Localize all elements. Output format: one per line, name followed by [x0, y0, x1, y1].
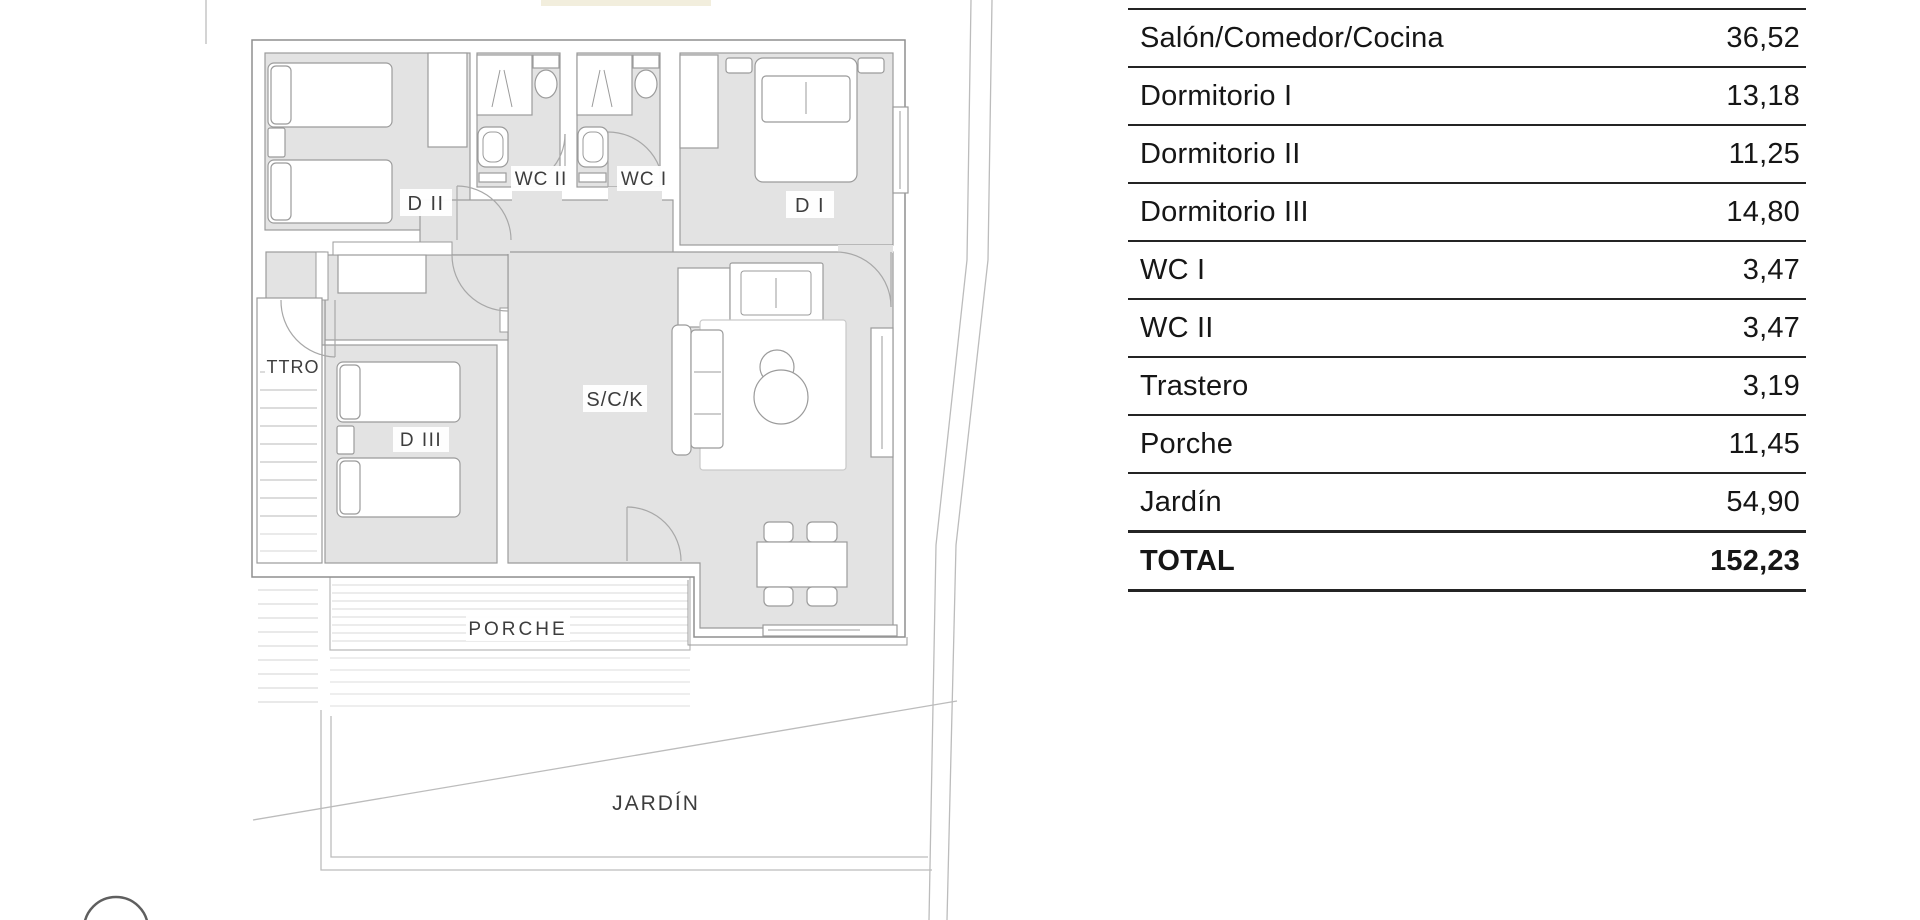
room-area: 11,45 [1728, 427, 1800, 460]
wardrobe [428, 53, 467, 147]
opening-d2 [456, 230, 510, 254]
room-name: WC I [1140, 253, 1206, 286]
chair [764, 522, 793, 542]
table-row [1128, 8, 1806, 68]
wardrobe [680, 55, 718, 148]
table-row [1128, 300, 1806, 358]
chair [807, 587, 837, 606]
trastero-room [257, 298, 322, 563]
room-area: 54,90 [1726, 485, 1800, 518]
window-living [871, 328, 893, 457]
room-name: Dormitorio II [1140, 137, 1301, 170]
label-wc1: WC I [620, 169, 668, 190]
window-d1 [893, 107, 908, 193]
table-row [1128, 358, 1806, 416]
room-name: WC II [1140, 311, 1214, 344]
pillow [271, 163, 291, 220]
sofa-back [672, 325, 691, 455]
room-area: 36,52 [1726, 21, 1800, 54]
pillow [340, 365, 360, 419]
room-area: 11,25 [1728, 137, 1800, 170]
room-name: Jardín [1140, 485, 1222, 518]
opening-d1 [838, 245, 893, 253]
toilet-bowl [535, 70, 557, 98]
pillow [340, 461, 360, 514]
living-furniture [672, 263, 846, 470]
table-row [1128, 126, 1806, 184]
table-row [1128, 184, 1806, 242]
nightstand [726, 58, 752, 73]
table-row [1128, 416, 1806, 474]
window-dining-slider [763, 625, 897, 636]
label-d3: D III [399, 430, 443, 451]
label-porche: PORCHE [468, 619, 568, 640]
shower [577, 55, 632, 115]
area-table [1128, 8, 1806, 592]
room-area: 3,19 [1742, 369, 1800, 402]
room-name: Dormitorio I [1140, 79, 1293, 112]
pillow [271, 66, 291, 124]
room-area: 14,80 [1726, 195, 1800, 228]
shower [477, 55, 532, 115]
table-row [1128, 68, 1806, 126]
armchair [754, 370, 808, 424]
chair [807, 522, 837, 542]
room-name: Dormitorio III [1140, 195, 1309, 228]
label-jardin: JARDÍN [612, 792, 700, 815]
room-area: 3,47 [1742, 311, 1800, 344]
table-total-row [1128, 532, 1806, 592]
chair [764, 587, 793, 606]
room-name: Trastero [1140, 369, 1249, 402]
total-label: TOTAL [1140, 544, 1235, 577]
bath-mat [579, 173, 606, 182]
table-row [1128, 474, 1806, 532]
table-row [1128, 242, 1806, 300]
label-sck: S/C/K [586, 389, 644, 411]
neighbour-plot-strip [541, 0, 711, 6]
label-ttro: TTRO [266, 357, 320, 377]
kitchen-counter [338, 255, 426, 293]
dining-table [757, 542, 847, 587]
label-d2: D II [407, 193, 445, 215]
label-wc2: WC II [514, 169, 568, 190]
toilet-tank [633, 55, 659, 68]
toilet-bowl [635, 70, 657, 98]
room-name: Porche [1140, 427, 1234, 460]
room-area: 3,47 [1742, 253, 1800, 286]
nightstand [858, 58, 884, 73]
sofa-seat [691, 330, 723, 448]
total-area: 152,23 [1710, 544, 1800, 577]
toilet-tank [533, 55, 559, 68]
bath-mat [479, 173, 506, 182]
nightstand [268, 128, 285, 157]
room-name: Salón/Comedor/Cocina [1140, 21, 1444, 54]
sideboard [678, 268, 730, 327]
label-d1: D I [794, 195, 826, 217]
nightstand [337, 426, 354, 454]
room-area: 13,18 [1726, 79, 1800, 112]
